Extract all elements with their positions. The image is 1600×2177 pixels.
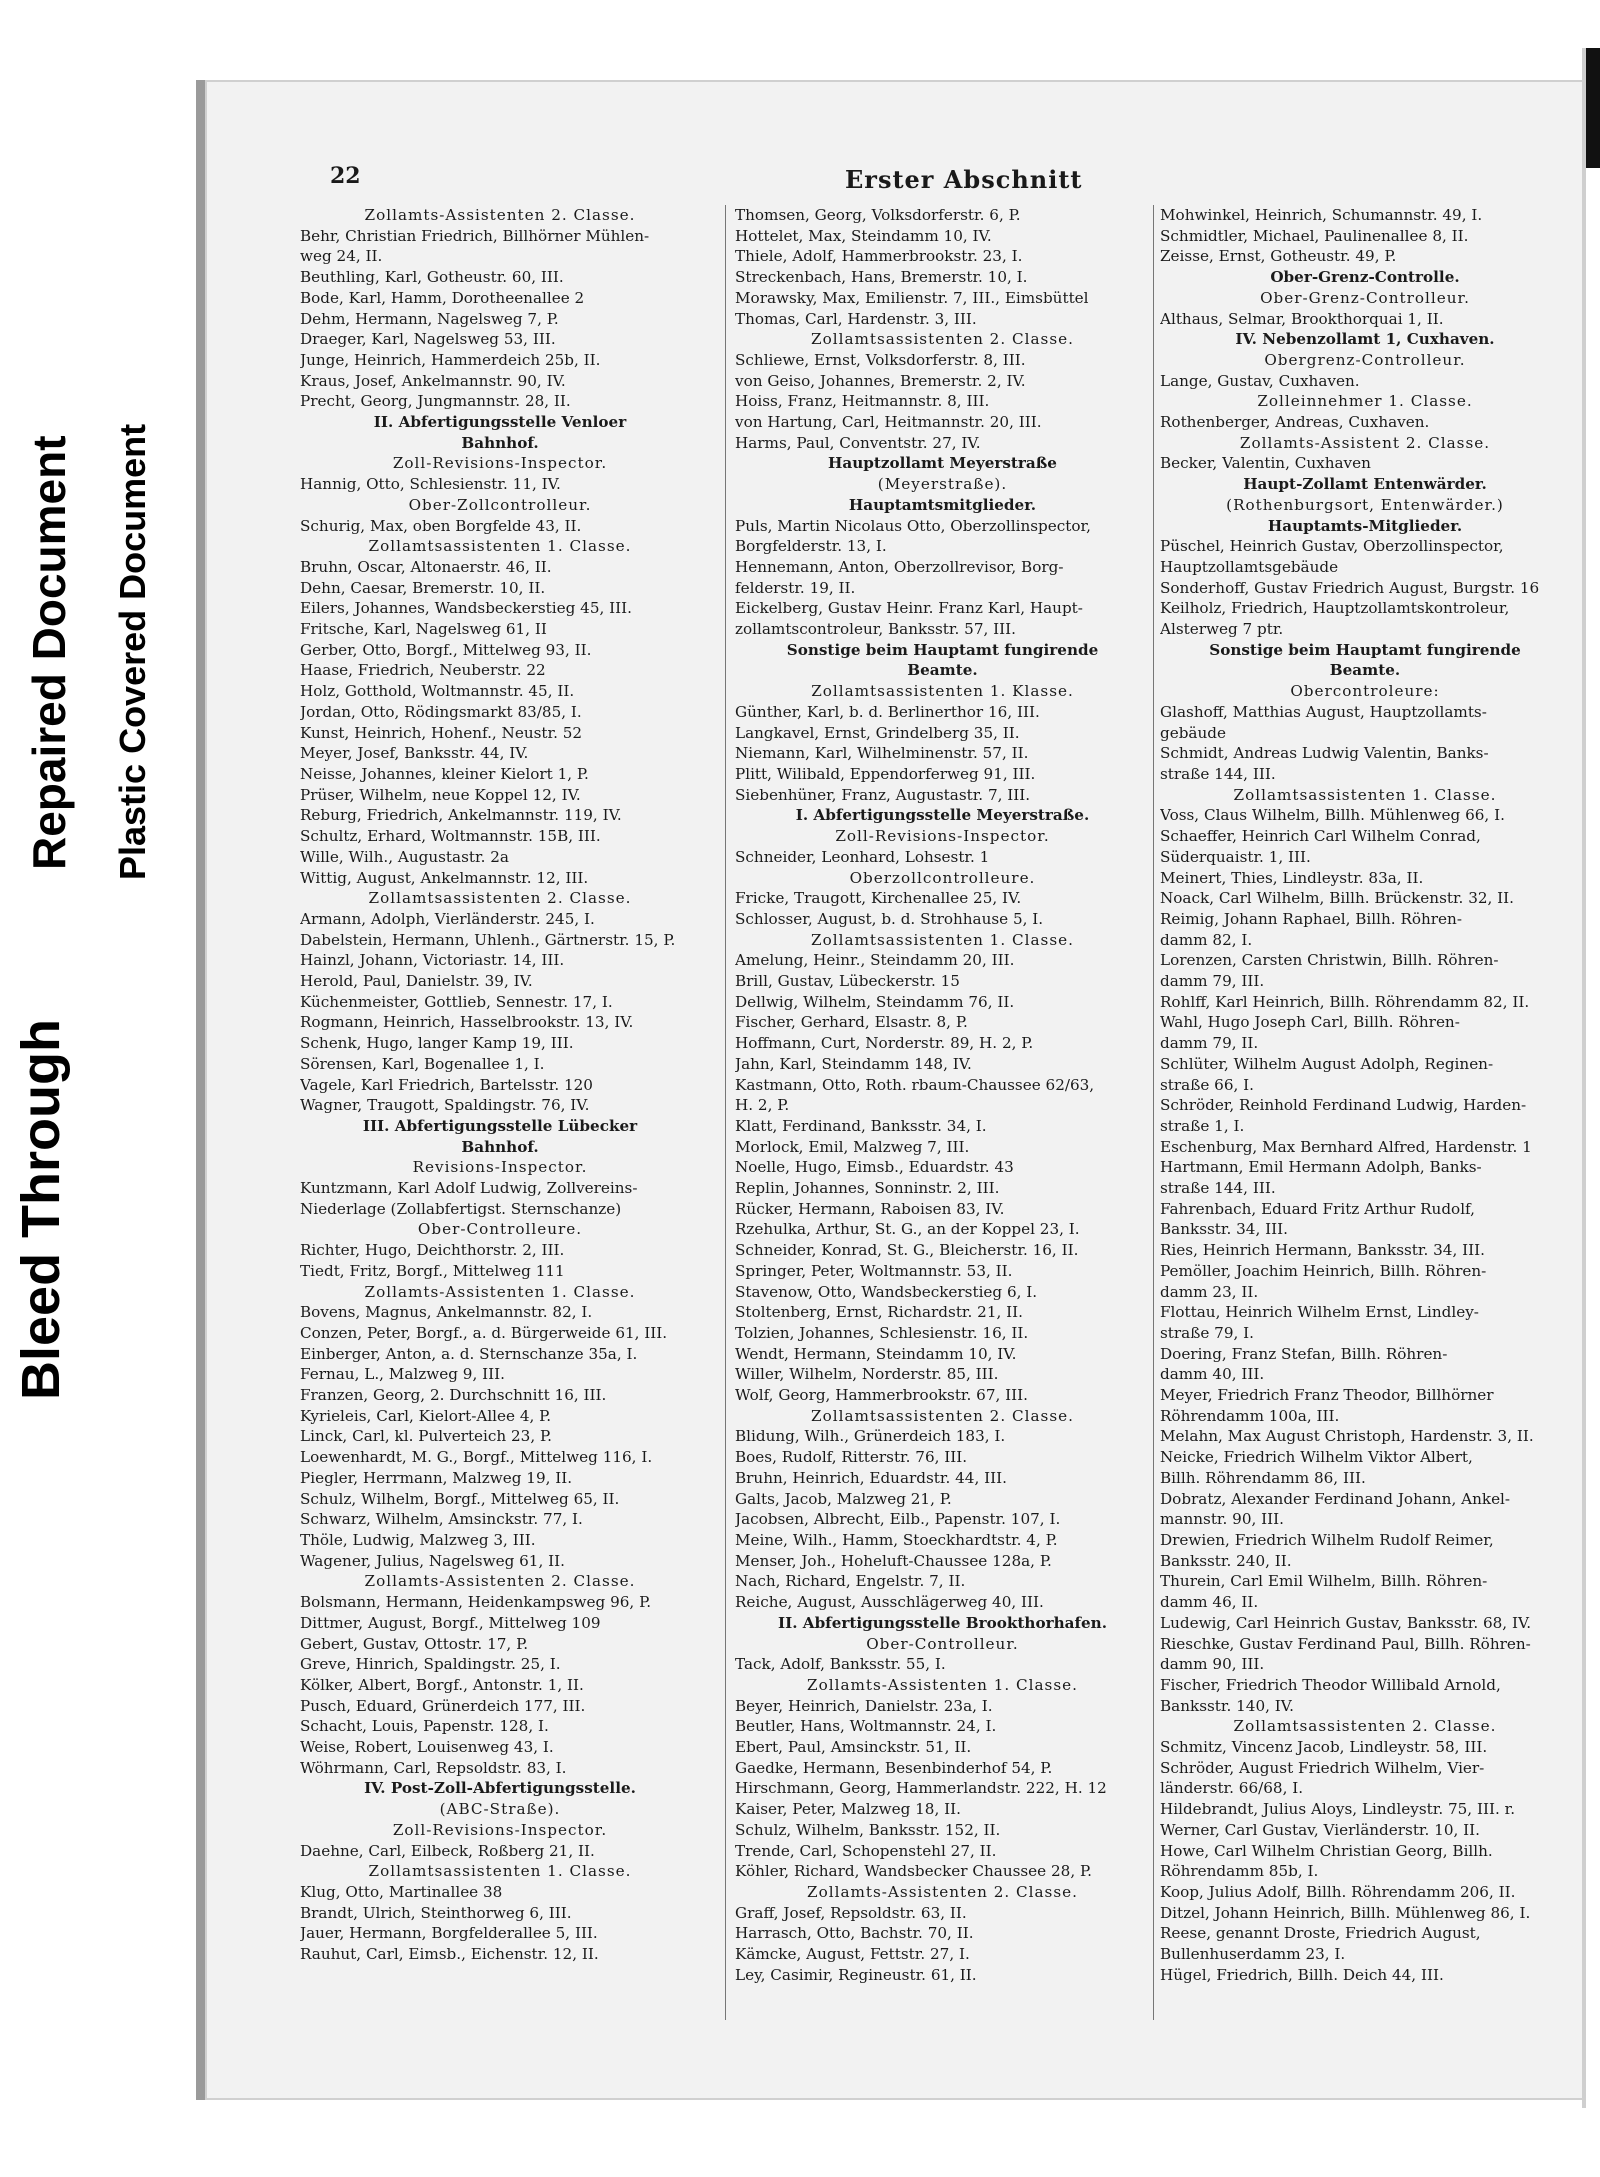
directory-entry: Jordan, Otto, Rödingsmarkt 83/85, I.	[300, 702, 582, 721]
subsection-heading: Ober-Zollcontrolleur.	[408, 495, 592, 514]
subsection-heading: Ober-Controlleure.	[417, 1220, 583, 1239]
directory-entry: Hartmann, Emil Hermann Adolph, Banks-	[1160, 1158, 1482, 1177]
directory-entry: Eickelberg, Gustav Heinr. Franz Karl, Haupt-	[735, 599, 1083, 618]
directory-entry: Rohlff, Karl Heinrich, Billh. Röhrendamm 82, II.	[1160, 992, 1530, 1011]
directory-entry: Fischer, Gerhard, Elsastr. 8, P.	[735, 1013, 968, 1032]
directory-entry: Tack, Adolf, Banksstr. 55, I.	[735, 1655, 946, 1674]
directory-entry: Püschel, Heinrich Gustav, Oberzollinspector,	[1160, 537, 1504, 556]
subsection-heading: Zoll-Revisions-Inspector.	[835, 827, 1050, 846]
directory-entry: Pemöller, Joachim Heinrich, Billh. Röhren-	[1160, 1261, 1487, 1280]
directory-entry: Lorenzen, Carsten Christwin, Billh. Röhren-	[1160, 951, 1499, 970]
directory-entry: Beuthling, Karl, Gotheustr. 60, III.	[300, 268, 564, 287]
directory-entry: Thomsen, Georg, Volksdorferstr. 6, P.	[735, 206, 1021, 224]
subsection-heading: Zoll-Revisions-Inspector.	[392, 1820, 608, 1839]
directory-entry: Klatt, Ferdinand, Banksstr. 34, I.	[735, 1116, 987, 1135]
directory-entry: mannstr. 90, III.	[1160, 1510, 1284, 1529]
directory-entry: zollamtscontroleur, Banksstr. 57, III.	[735, 620, 1016, 639]
subsection-heading: Zollamts-Assistenten 1. Classe.	[364, 1282, 636, 1301]
directory-entry: straße 144, III.	[1160, 1179, 1276, 1198]
section-heading: I. Abfertigungsstelle Meyerstraße.	[795, 806, 1090, 825]
directory-entry: Bruhn, Oscar, Altonaerstr. 46, II.	[300, 557, 552, 576]
section-heading: Hauptzollamt Meyerstraße	[828, 454, 1057, 473]
directory-entry: Hoffmann, Curt, Norderstr. 89, H. 2, P.	[735, 1034, 1034, 1053]
directory-entry: Jacobsen, Albrecht, Eilb., Papenstr. 107, I.	[735, 1510, 1061, 1529]
directory-entry: Rauhut, Carl, Eimsb., Eichenstr. 12, II.	[300, 1945, 599, 1964]
directory-entry: Morawsky, Max, Emilienstr. 7, III., Eimsbüttel	[735, 288, 1089, 307]
directory-entry: gebäude	[1160, 723, 1226, 742]
directory-entry: weg 24, II.	[300, 247, 383, 266]
directory-entry: damm 82, I.	[1160, 930, 1253, 949]
directory-entry: H. 2, P.	[735, 1096, 790, 1115]
directory-entry: Schneider, Konrad, St. G., Bleicherstr. 16, II.	[735, 1241, 1079, 1260]
directory-entry: Bruhn, Heinrich, Eduardstr. 44, III.	[735, 1468, 1007, 1487]
directory-entry: Ebert, Paul, Amsinckstr. 51, II.	[735, 1738, 972, 1757]
directory-entry: Ludewig, Carl Heinrich Gustav, Banksstr. 68, IV.	[1160, 1613, 1532, 1632]
directory-entry: Rogmann, Heinrich, Hasselbrookstr. 13, IV.	[300, 1013, 634, 1032]
directory-entry: Kämcke, August, Fettstr. 27, I.	[735, 1945, 970, 1964]
directory-entry: Kyrieleis, Carl, Kielort-Allee 4, P.	[300, 1406, 552, 1425]
directory-entry: Mohwinkel, Heinrich, Schumannstr. 49, I.	[1160, 206, 1483, 224]
directory-entry: Schröder, August Friedrich Wilhelm, Vier-	[1160, 1758, 1485, 1777]
directory-entry: Kaiser, Peter, Malzweg 18, II.	[735, 1800, 961, 1819]
directory-entry: Rothenberger, Andreas, Cuxhaven.	[1160, 413, 1430, 432]
directory-entry: Fricke, Traugott, Kirchenallee 25, IV.	[735, 889, 1022, 908]
directory-entry: Neicke, Friedrich Wilhelm Viktor Albert,	[1160, 1448, 1473, 1467]
directory-entry: Dellwig, Wilhelm, Steindamm 76, II.	[735, 992, 1015, 1011]
subsection-heading: Zolleinnehmer 1. Classe.	[1257, 392, 1473, 411]
directory-entry: Conzen, Peter, Borgf., a. d. Bürgerweide 61, III.	[300, 1323, 668, 1342]
scan-right-edge	[1582, 48, 1586, 2108]
directory-entry: Althaus, Selmar, Brookthorquai 1, II.	[1160, 309, 1444, 328]
directory-entry: Süderquaistr. 1, III.	[1160, 847, 1311, 866]
directory-entry: Doering, Franz Stefan, Billh. Röhren-	[1160, 1344, 1448, 1363]
directory-entry: Greve, Hinrich, Spaldingstr. 25, I.	[300, 1655, 561, 1674]
directory-entry: Banksstr. 34, III.	[1160, 1220, 1288, 1239]
directory-entry: Reimig, Johann Raphael, Billh. Röhren-	[1160, 909, 1462, 928]
directory-entry: Röhrendamm 100a, III.	[1160, 1406, 1340, 1425]
directory-entry: Fischer, Friedrich Theodor Willibald Arnold,	[1160, 1675, 1501, 1694]
directory-entry: Lange, Gustav, Cuxhaven.	[1160, 371, 1360, 390]
directory-entry: Sonderhoff, Gustav Friedrich August, Burgstr. 16	[1160, 578, 1540, 597]
directory-entry: Draeger, Karl, Nagelsweg 53, III.	[300, 330, 556, 349]
directory-entry: Pusch, Eduard, Grünerdeich 177, III.	[300, 1696, 586, 1715]
directory-entry: Dobratz, Alexander Ferdinand Johann, Ankel-	[1160, 1489, 1511, 1508]
section-heading: IV. Post-Zoll-Abfertigungsstelle.	[364, 1779, 636, 1798]
directory-entry: Stavenow, Otto, Wandsbeckerstieg 6, I.	[735, 1282, 1038, 1301]
directory-entry: Hildebrandt, Julius Aloys, Lindleystr. 75, III. r.	[1160, 1800, 1516, 1819]
directory-entry: Prüser, Wilhelm, neue Koppel 12, IV.	[300, 785, 581, 804]
directory-entry: Köhler, Richard, Wandsbecker Chaussee 28, P.	[735, 1862, 1092, 1881]
directory-entry: Kölker, Albert, Borgf., Antonstr. 1, II.	[300, 1675, 584, 1694]
subsection-heading: Zollamtsassistenten 2. Classe.	[368, 889, 632, 908]
section-heading: Beamte.	[1329, 661, 1401, 680]
directory-entry: Schliewe, Ernst, Volksdorferstr. 8, III.	[735, 350, 1026, 369]
directory-entry: Noelle, Hugo, Eimsb., Eduardstr. 43	[735, 1158, 1014, 1177]
directory-entry: Fritsche, Karl, Nagelsweg 61, II	[300, 620, 547, 639]
directory-entry: Schmitz, Vincenz Jacob, Lindleystr. 58, III.	[1160, 1738, 1488, 1757]
directory-entry: Graff, Josef, Repsoldstr. 63, II.	[735, 1903, 967, 1922]
directory-entry: Schneider, Leonhard, Lohsestr. 1	[735, 847, 990, 866]
directory-entry: Hannig, Otto, Schlesienstr. 11, IV.	[300, 475, 561, 494]
directory-entry: Stoltenberg, Ernst, Richardstr. 21, II.	[735, 1303, 1023, 1322]
directory-entry: Niederlage (Zollabfertigst. Sternschanze)	[300, 1199, 622, 1218]
directory-entry: Schacht, Louis, Papenstr. 128, I.	[300, 1717, 549, 1736]
directory-entry: Ditzel, Johann Heinrich, Billh. Mühlenweg 86, I.	[1160, 1903, 1531, 1922]
directory-entry: Holz, Gotthold, Woltmannstr. 45, II.	[300, 682, 575, 701]
directory-entry: Precht, Georg, Jungmannstr. 28, II.	[300, 392, 571, 411]
subsection-heading: (ABC-Straße).	[439, 1800, 561, 1819]
subsection-heading: Zollamtsassistenten 2. Classe.	[1233, 1717, 1497, 1736]
label-bleed-through: Bleed Through	[11, 1019, 71, 1400]
directory-entry: Ley, Casimir, Regineustr. 61, II.	[735, 1965, 977, 1984]
column-divider	[725, 205, 726, 2020]
directory-entry: Blidung, Wilh., Grünerdeich 183, I.	[735, 1427, 1006, 1446]
directory-entry: von Hartung, Carl, Heitmannstr. 20, III.	[735, 413, 1042, 432]
subsection-heading: Zollamtsassistenten 1. Classe.	[1233, 785, 1497, 804]
directory-entry: Borgfelderstr. 13, I.	[735, 537, 887, 556]
directory-entry: Schultz, Erhard, Woltmannstr. 15B, III.	[300, 827, 601, 846]
directory-entry: Willer, Wilhelm, Norderstr. 85, III.	[735, 1365, 999, 1384]
directory-entry: Jauer, Hermann, Borgfelderallee 5, III.	[300, 1924, 598, 1943]
subsection-heading: Obercontroleure:	[1290, 682, 1440, 701]
scan-black-marker	[1586, 48, 1600, 168]
directory-entry: Schwarz, Wilhelm, Amsinckstr. 77, I.	[300, 1510, 583, 1529]
directory-entry: Hottelet, Max, Steindamm 10, IV.	[735, 226, 992, 245]
section-heading: Hauptamts-Mitglieder.	[1267, 516, 1463, 535]
directory-entry: Tiedt, Fritz, Borgf., Mittelweg 111	[300, 1261, 565, 1280]
directory-entry: Glashoff, Matthias August, Hauptzollamts-	[1160, 702, 1487, 721]
directory-entry: Reese, genannt Droste, Friedrich August,	[1160, 1924, 1481, 1943]
directory-entry: Bode, Karl, Hamm, Dorotheenallee 2	[300, 288, 585, 307]
subsection-heading: (Meyerstraße).	[877, 475, 1008, 494]
directory-entry: Thiele, Adolf, Hammerbrookstr. 23, I.	[735, 247, 1023, 266]
directory-entry: Röhrendamm 85b, I.	[1160, 1862, 1319, 1881]
directory-entry: Schulz, Wilhelm, Borgf., Mittelweg 65, II.	[300, 1489, 620, 1508]
directory-entry: Dabelstein, Hermann, Uhlenh., Gärtnerstr. 15, P.	[300, 930, 676, 949]
directory-entry: Drewien, Friedrich Wilhelm Rudolf Reimer,	[1160, 1531, 1494, 1549]
directory-entry: Behr, Christian Friedrich, Billhörner Mühlen-	[300, 226, 650, 245]
directory-entry: Meyer, Josef, Banksstr. 44, IV.	[300, 744, 529, 763]
directory-entry: Harms, Paul, Conventstr. 27, IV.	[735, 433, 981, 452]
directory-entry: Linck, Carl, kl. Pulverteich 23, P.	[300, 1427, 552, 1446]
directory-entry: Zeisse, Ernst, Gotheustr. 49, P.	[1160, 247, 1397, 266]
directory-entry: Galts, Jacob, Malzweg 21, P.	[735, 1489, 952, 1508]
directory-entry: Billh. Röhrendamm 86, III.	[1160, 1468, 1366, 1487]
directory-entry: Schmidt, Andreas Ludwig Valentin, Banks-	[1160, 744, 1489, 763]
directory-entry: Langkavel, Ernst, Grindelberg 35, II.	[735, 723, 1020, 742]
directory-entry: Morlock, Emil, Malzweg 7, III.	[735, 1137, 970, 1156]
directory-entry: Flottau, Heinrich Wilhelm Ernst, Lindley-	[1160, 1303, 1479, 1322]
directory-entry: Wöhrmann, Carl, Repsoldstr. 83, I.	[300, 1758, 567, 1777]
directory-entry: Eschenburg, Max Bernhard Alfred, Hardenstr. 1	[1160, 1137, 1532, 1156]
subsection-heading: Zollamtsassistenten 2. Classe.	[811, 1406, 1074, 1425]
directory-entry: Hügel, Friedrich, Billh. Deich 44, III.	[1160, 1965, 1444, 1984]
directory-entry: straße 79, I.	[1160, 1323, 1254, 1342]
directory-entry: Schmidtler, Michael, Paulinenallee 8, II.	[1160, 226, 1469, 245]
directory-entry: straße 66, I.	[1160, 1075, 1254, 1094]
directory-entry: Reburg, Friedrich, Ankelmannstr. 119, IV.	[300, 806, 622, 825]
directory-entry: Plitt, Wilibald, Eppendorferweg 91, III.	[735, 764, 1036, 783]
section-heading: Haupt-Zollamt Entenwärder.	[1243, 475, 1487, 494]
directory-entry: Boes, Rudolf, Ritterstr. 76, III.	[735, 1448, 968, 1467]
directory-entry: Replin, Johannes, Sonninstr. 2, III.	[735, 1179, 1000, 1198]
directory-entry: Thomas, Carl, Hardenstr. 3, III.	[735, 309, 977, 328]
directory-entry: Werner, Carl Gustav, Vierländerstr. 10, II.	[1160, 1820, 1480, 1839]
directory-entry: Reiche, August, Ausschlägerweg 40, III.	[735, 1593, 1044, 1612]
directory-entry: Kastmann, Otto, Roth. rbaum-Chaussee 62/63,	[735, 1075, 1095, 1094]
directory-entry: Thurein, Carl Emil Wilhelm, Billh. Röhren-	[1160, 1572, 1488, 1591]
subsection-heading: Zollamtsassistenten 1. Classe.	[368, 1862, 632, 1881]
subsection-heading: Zollamts-Assistenten 2. Classe.	[364, 206, 636, 224]
directory-entry: Wittig, August, Ankelmannstr. 12, III.	[300, 868, 589, 887]
directory-entry: Neisse, Johannes, kleiner Kielort 1, P.	[300, 764, 589, 783]
section-heading: Hauptamtsmitglieder.	[848, 495, 1037, 514]
directory-entry: Beutler, Hans, Woltmannstr. 24, I.	[735, 1717, 997, 1736]
directory-entry: Bovens, Magnus, Ankelmannstr. 82, I.	[300, 1303, 593, 1322]
directory-entry: Schlosser, August, b. d. Strohhause 5, I.	[735, 909, 1044, 928]
directory-entry: Einberger, Anton, a. d. Sternschanze 35a, I.	[300, 1344, 638, 1363]
directory-entry: Thöle, Ludwig, Malzweg 3, III.	[300, 1531, 536, 1549]
subsection-heading: Zollamts-Assistent 2. Classe.	[1239, 433, 1491, 452]
directory-entry: Kuntzmann, Karl Adolf Ludwig, Zollvereins-	[300, 1179, 638, 1198]
directory-entry: Rieschke, Gustav Ferdinand Paul, Billh. Röhren-	[1160, 1634, 1531, 1653]
directory-entry: Haase, Friedrich, Neuberstr. 22	[300, 661, 546, 680]
directory-entry: Armann, Adolph, Vierländerstr. 245, I.	[300, 909, 595, 928]
directory-entry: Meinert, Thies, Lindleystr. 83a, II.	[1160, 868, 1424, 887]
section-heading: Sonstige beim Hauptamt fungirende	[1209, 640, 1521, 659]
directory-entry: Nach, Richard, Engelstr. 7, II.	[735, 1572, 966, 1591]
directory-entry: Schlüter, Wilhelm August Adolph, Reginen-	[1160, 1054, 1494, 1073]
directory-entry: Becker, Valentin, Cuxhaven	[1160, 454, 1371, 473]
directory-entry: Dehn, Caesar, Bremerstr. 10, II.	[300, 578, 546, 597]
subsection-heading: Oberzollcontrolleure.	[849, 868, 1036, 887]
directory-entry: Schaeffer, Heinrich Carl Wilhelm Conrad,	[1160, 827, 1481, 846]
page-header	[330, 163, 1530, 203]
section-heading: III. Abfertigungsstelle Lübecker	[362, 1116, 638, 1135]
directory-entry: Sörensen, Karl, Bogenallee 1, I.	[300, 1054, 545, 1073]
directory-entry: Menser, Joh., Hoheluft-Chaussee 128a, P.	[735, 1551, 1052, 1570]
directory-entry: Kraus, Josef, Ankelmannstr. 90, IV.	[300, 371, 566, 390]
directory-entry: Brill, Gustav, Lübeckerstr. 15	[735, 972, 960, 991]
directory-entry: Franzen, Georg, 2. Durchschnitt 16, III.	[300, 1386, 607, 1405]
directory-entry: Hoiss, Franz, Heitmannstr. 8, III.	[735, 392, 990, 411]
section-heading: II. Abfertigungsstelle Brookthorhafen.	[778, 1613, 1107, 1632]
directory-entry: Banksstr. 240, II.	[1160, 1551, 1292, 1570]
directory-entry: Trende, Carl, Schopenstehl 27, II.	[735, 1841, 997, 1860]
directory-entry: Puls, Martin Nicolaus Otto, Oberzollinspector,	[735, 516, 1091, 535]
subsection-heading: Zollamts-Assistenten 1. Classe.	[807, 1675, 1078, 1694]
page-heading: Erster Abschnitt	[845, 165, 1083, 194]
directory-entry: Jahn, Karl, Steindamm 148, IV.	[735, 1054, 972, 1073]
directory-entry: Alsterweg 7 ptr.	[1160, 620, 1284, 639]
directory-entry: straße 1, I.	[1160, 1116, 1245, 1135]
section-heading: II. Abfertigungsstelle Venloer	[373, 413, 627, 432]
column-3	[1160, 205, 1570, 1985]
directory-entry: Gebert, Gustav, Ottostr. 17, P.	[300, 1634, 529, 1653]
section-heading: Sonstige beim Hauptamt fungirende	[786, 640, 1099, 659]
directory-entry: Hauptzollamtsgebäude	[1160, 557, 1339, 576]
subsection-heading: Zollamtsassistenten 1. Classe.	[811, 930, 1074, 949]
section-heading: Bahnhof.	[461, 1137, 539, 1156]
subsection-heading: Zoll-Revisions-Inspector.	[392, 454, 608, 473]
directory-entry: Schulz, Wilhelm, Banksstr. 152, II.	[735, 1820, 1001, 1839]
subsection-heading: Zollamtsassistenten 1. Classe.	[368, 537, 632, 556]
directory-entry: damm 46, II.	[1160, 1593, 1259, 1612]
directory-entry: Gerber, Otto, Borgf., Mittelweg 93, II.	[300, 640, 592, 659]
directory-entry: Siebenhüner, Franz, Augustastr. 7, III.	[735, 785, 1031, 804]
directory-entry: damm 79, III.	[1160, 972, 1265, 991]
directory-entry: Küchenmeister, Gottlieb, Sennestr. 17, I.	[300, 992, 613, 1011]
directory-entry: Streckenbach, Hans, Bremerstr. 10, I.	[735, 268, 1028, 287]
directory-entry: Brandt, Ulrich, Steinthorweg 6, III.	[300, 1903, 572, 1922]
subsection-heading: (Rothenburgsort, Entenwärder.)	[1226, 495, 1504, 514]
directory-entry: von Geiso, Johannes, Bremerstr. 2, IV.	[735, 371, 1026, 390]
directory-entry: Gaedke, Hermann, Besenbinderhof 54, P.	[735, 1758, 1053, 1777]
directory-entry: Daehne, Carl, Eilbeck, Roßberg 21, II.	[300, 1841, 595, 1860]
directory-entry: Banksstr. 140, IV.	[1160, 1696, 1294, 1715]
directory-entry: straße 144, III.	[1160, 764, 1276, 783]
directory-entry: Wendt, Hermann, Steindamm 10, IV.	[735, 1344, 1017, 1363]
directory-entry: Meyer, Friedrich Franz Theodor, Billhörner	[1160, 1386, 1494, 1405]
page-number: 22	[330, 163, 361, 189]
directory-entry: felderstr. 19, II.	[735, 578, 856, 597]
directory-entry: Fernau, L., Malzweg 9, III.	[300, 1365, 505, 1384]
directory-entry: Dehm, Hermann, Nagelsweg 7, P.	[300, 309, 559, 328]
directory-entry: Klug, Otto, Martinallee 38	[300, 1882, 503, 1901]
directory-entry: damm 40, III.	[1160, 1365, 1265, 1384]
column-2	[735, 205, 1150, 1985]
directory-entry: Melahn, Max August Christoph, Hardenstr. 3, II.	[1160, 1427, 1534, 1446]
directory-entry: Keilholz, Friedrich, Hauptzollamtskontroleur,	[1160, 599, 1510, 618]
section-heading: Bahnhof.	[461, 433, 539, 452]
directory-entry: Wagener, Julius, Nagelsweg 61, II.	[300, 1551, 565, 1570]
directory-entry: Meine, Wilh., Hamm, Stoeckhardtstr. 4, P.	[735, 1531, 1058, 1549]
directory-entry: Voss, Claus Wilhelm, Billh. Mühlenweg 66, I.	[1160, 806, 1505, 825]
directory-entry: Kunst, Heinrich, Hohenf., Neustr. 52	[300, 723, 583, 742]
directory-entry: Hainzl, Johann, Victoriastr. 14, III.	[300, 951, 565, 970]
subsection-heading: Ober-Controlleur.	[866, 1634, 1019, 1653]
directory-entry: damm 23, II.	[1160, 1282, 1259, 1301]
subsection-heading: Revisions-Inspector.	[412, 1158, 588, 1177]
directory-entry: Niemann, Karl, Wilhelminenstr. 57, II.	[735, 744, 1029, 763]
label-plastic-covered-document: Plastic Covered Document	[112, 423, 153, 880]
directory-entry: Beyer, Heinrich, Danielstr. 23a, I.	[735, 1696, 993, 1715]
directory-entry: Springer, Peter, Woltmannstr. 53, II.	[735, 1261, 1013, 1280]
section-heading: Ober-Grenz-Controlle.	[1270, 268, 1460, 287]
directory-entry: Wolf, Georg, Hammerbrookstr. 67, III.	[735, 1386, 1028, 1405]
subsection-heading: Ober-Grenz-Controlleur.	[1260, 288, 1470, 307]
subsection-heading: Zollamtsassistenten 1. Klasse.	[811, 682, 1074, 701]
directory-entry: Herold, Paul, Danielstr. 39, IV.	[300, 972, 533, 991]
directory-entry: Dittmer, August, Borgf., Mittelweg 109	[300, 1613, 601, 1632]
directory-entry: Wille, Wilh., Augustastr. 2a	[300, 847, 509, 866]
directory-entry: Loewenhardt, M. G., Borgf., Mittelweg 116, I.	[300, 1448, 653, 1467]
directory-entry: Schurig, Max, oben Borgfelde 43, II.	[300, 516, 582, 535]
directory-entry: Rzehulka, Arthur, St. G., an der Koppel 23, I.	[735, 1220, 1080, 1239]
subsection-heading: Zollamtsassistenten 2. Classe.	[811, 330, 1074, 349]
directory-entry: Weise, Robert, Louisenweg 43, I.	[300, 1738, 554, 1757]
directory-entry: Richter, Hugo, Deichthorstr. 2, III.	[300, 1241, 565, 1260]
directory-entry: Wagner, Traugott, Spaldingstr. 76, IV.	[300, 1096, 590, 1115]
directory-entry: Wahl, Hugo Joseph Carl, Billh. Röhren-	[1160, 1013, 1460, 1032]
directory-entry: Schenk, Hugo, langer Kamp 19, III.	[300, 1034, 574, 1053]
directory-entry: Junge, Heinrich, Hammerdeich 25b, II.	[300, 350, 601, 369]
directory-entry: Ries, Heinrich Hermann, Banksstr. 34, III.	[1160, 1241, 1485, 1260]
directory-entry: Amelung, Heinr., Steindamm 20, III.	[735, 951, 1015, 970]
section-heading: Beamte.	[907, 661, 978, 680]
subsection-heading: Zollamts-Assistenten 2. Classe.	[364, 1572, 636, 1591]
directory-entry: Günther, Karl, b. d. Berlinerthor 16, III.	[735, 702, 1040, 721]
directory-entry: Harrasch, Otto, Bachstr. 70, II.	[735, 1924, 974, 1943]
directory-entry: Hirschmann, Georg, Hammerlandstr. 222, H. 12	[735, 1779, 1107, 1798]
directory-entry: Noack, Carl Wilhelm, Billh. Brückenstr. 32, II.	[1160, 889, 1515, 908]
directory-entry: Tolzien, Johannes, Schlesienstr. 16, II.	[735, 1323, 1029, 1342]
directory-entry: Bullenhuserdamm 23, I.	[1160, 1945, 1346, 1964]
section-heading: IV. Nebenzollamt 1, Cuxhaven.	[1235, 330, 1495, 349]
directory-entry: Schröder, Reinhold Ferdinand Ludwig, Harden-	[1160, 1096, 1527, 1115]
directory-entry: Fahrenbach, Eduard Fritz Arthur Rudolf,	[1160, 1199, 1475, 1218]
directory-entry: Bolsmann, Hermann, Heidenkampsweg 96, P.	[300, 1593, 652, 1612]
label-repaired-document: Repaired Document	[23, 435, 75, 870]
directory-entry: Rücker, Hermann, Raboisen 83, IV.	[735, 1199, 1005, 1218]
subsection-heading: Obergrenz-Controlleur.	[1264, 350, 1466, 369]
directory-entry: damm 90, III.	[1160, 1655, 1265, 1674]
directory-entry: Eilers, Johannes, Wandsbeckerstieg 45, III.	[300, 599, 632, 618]
directory-entry: Vagele, Karl Friedrich, Bartelsstr. 120	[300, 1075, 593, 1094]
column-divider	[1153, 205, 1154, 2020]
directory-entry: länderstr. 66/68, I.	[1160, 1779, 1304, 1798]
directory-entry: Koop, Julius Adolf, Billh. Röhrendamm 206, II.	[1160, 1882, 1516, 1901]
directory-entry: damm 79, II.	[1160, 1034, 1259, 1053]
directory-entry: Hennemann, Anton, Oberzollrevisor, Borg-	[735, 557, 1064, 576]
directory-entry: Piegler, Herrmann, Malzweg 19, II.	[300, 1468, 573, 1487]
column-1	[300, 205, 700, 1965]
subsection-heading: Zollamts-Assistenten 2. Classe.	[807, 1882, 1078, 1901]
directory-entry: Howe, Carl Wilhelm Christian Georg, Billh.	[1160, 1841, 1493, 1860]
